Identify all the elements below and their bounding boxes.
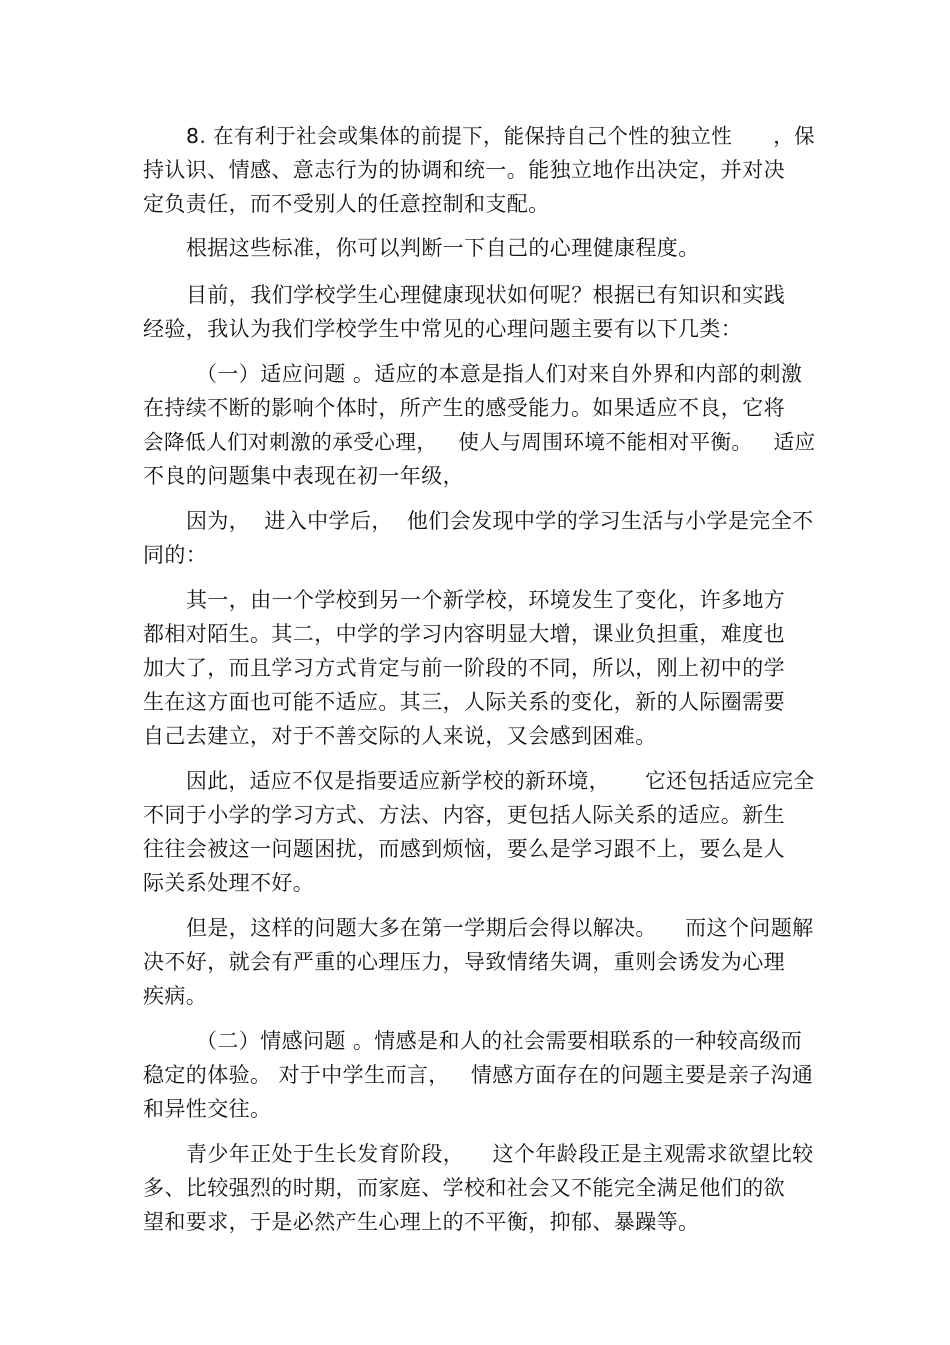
text-line: 和异性交往。 <box>143 1097 272 1121</box>
text-line: 往往会被这一问题困扰，而感到烦恼，要么是学习跟不上，要么是人 <box>143 837 785 861</box>
text-line: 多、比较强烈的时期，而家庭、学校和社会又不能完全满足他们的欲 <box>143 1176 785 1200</box>
text-line: 同的： <box>143 543 208 567</box>
text-line: 青少年正处于生长发育阶段， 这个年龄段正是主观需求欲望比较 <box>186 1142 814 1166</box>
text-line: 决不好，就会有严重的心理压力，导致情绪失调，重则会诱发为心理 <box>143 950 785 974</box>
text-line: 目前，我们学校学生心理健康现状如何呢？根据已有知识和实践 <box>186 283 786 307</box>
text-line: 望和要求，于是必然产生心理上的不平衡，抑郁、暴躁等。 <box>143 1210 700 1234</box>
text-line: 稳定的体验。 对于中学生而言， 情感方面存在的问题主要是亲子沟通 <box>143 1063 814 1087</box>
text-line: （一）适应问题 。适应的本意是指人们对来自外界和内部的刺激 <box>196 362 803 386</box>
text-line: 因此，适应不仅是指要适应新学校的新环境， 它还包括适应完全 <box>186 769 815 793</box>
text-line: 持认识、情感、意志行为的协调和统一。能独立地作出决定，并对决 <box>143 158 785 182</box>
text-line: 因为， 进入中学后， 他们会发现中学的学习生活与小学是完全不 <box>186 509 814 533</box>
text-line: 但是，这样的问题大多在第一学期后会得以解决。 而这个问题解 <box>186 916 814 940</box>
text-line: 根据这些标准，你可以判断一下自己的心理健康程度。 <box>186 236 700 260</box>
text-line: 都相对陌生。其二，中学的学习内容明显大增，课业负担重，难度也 <box>143 622 785 646</box>
text-line: 不同于小学的学习方式、方法、内容，更包括人际关系的适应。新生 <box>143 803 785 827</box>
text-line: 际关系处理不好。 <box>143 871 315 895</box>
text-line: 经验，我认为我们学校学生中常见的心理问题主要有以下几类： <box>143 317 743 341</box>
text-line: 生在这方面也可能不适应。其三，人际关系的变化，新的人际圈需要 <box>143 690 785 714</box>
text-line: 自己去建立，对于不善交际的人来说，又会感到困难。 <box>143 724 657 748</box>
text-line: 不良的问题集中表现在初一年级， <box>143 464 464 488</box>
text-line: 加大了，而且学习方式肯定与前一阶段的不同，所以，刚上初中的学 <box>143 656 785 680</box>
text-line: 定负责任，而不受别人的任意控制和支配。 <box>143 192 550 216</box>
text-line: 8. 在有利于社会或集体的前提下，能保持自己个性的独立性 ，保 <box>186 124 815 148</box>
text-line: 在持续不断的影响个体时，所产生的感受能力。如果适应不良，它将 <box>143 396 785 420</box>
text-line: 会降低人们对刺激的承受心理， 使人与周围环境不能相对平衡。 适应 <box>143 430 816 454</box>
text-line: 其一，由一个学校到另一个新学校，环境发生了变化，许多地方 <box>186 588 786 612</box>
text-line: （二）情感问题 。情感是和人的社会需要相联系的一种较高级而 <box>196 1029 803 1053</box>
text-line: 疾病。 <box>143 984 208 1008</box>
